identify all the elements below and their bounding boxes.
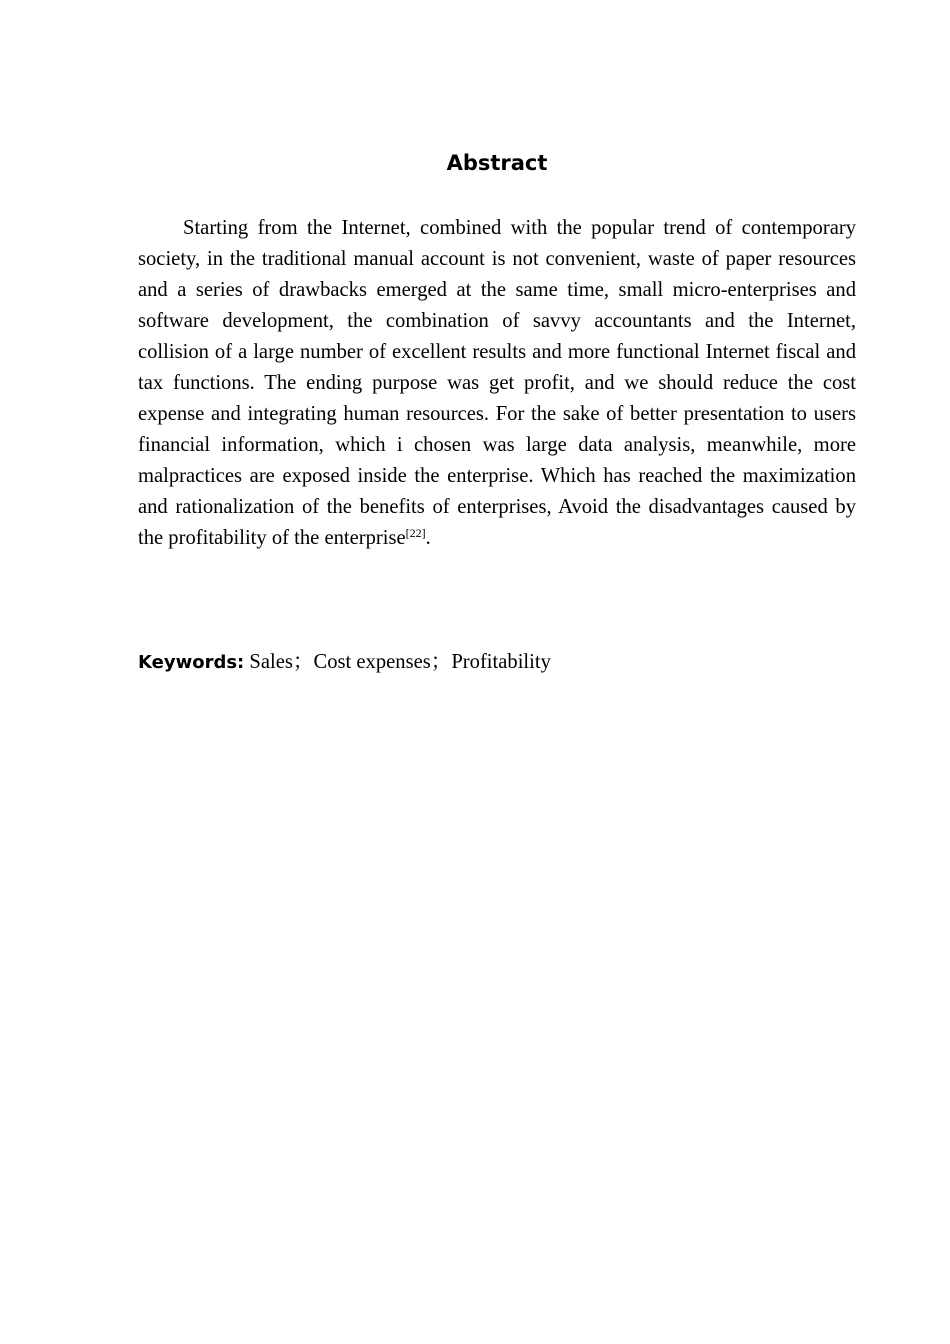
keywords-line: [138, 647, 856, 678]
keyword-separator: ；: [292, 651, 314, 673]
keyword-item: Cost expenses: [313, 651, 431, 673]
abstract-title: Abstract: [446, 151, 548, 175]
abstract-text: Starting from the Internet, combined with the popular trend of contemporary society, in the traditional manual account is not convenient, waste of paper resources and a series of drawbacks emerged at the same time, small micro-enterprises and software development, the combination of savvy accountants and the Internet, collision of a large number of excellent results and more functional Internet fiscal and tax functions. The ending purpose was get profit, and we should reduce the cost expense and integrating human resources. For the sake of better presentation to users financial information, which i chosen was large data analysis, meanwhile, more malpractices are exposed inside the enterprise. Which has reached the maximization and rationalization of the benefits of enterprises, Avoid the disadvantages caused by the profitability of the enterprise: [138, 217, 856, 549]
abstract-paragraph: [138, 213, 856, 554]
keyword-item: Sales: [249, 651, 293, 673]
abstract-end-punctuation: .: [425, 527, 431, 549]
keyword-separator: ；: [430, 651, 452, 673]
keyword-item: Profitability: [451, 651, 551, 673]
keywords-label: Keywords:: [138, 652, 245, 673]
citation-reference[interactable]: [22]: [405, 526, 426, 540]
